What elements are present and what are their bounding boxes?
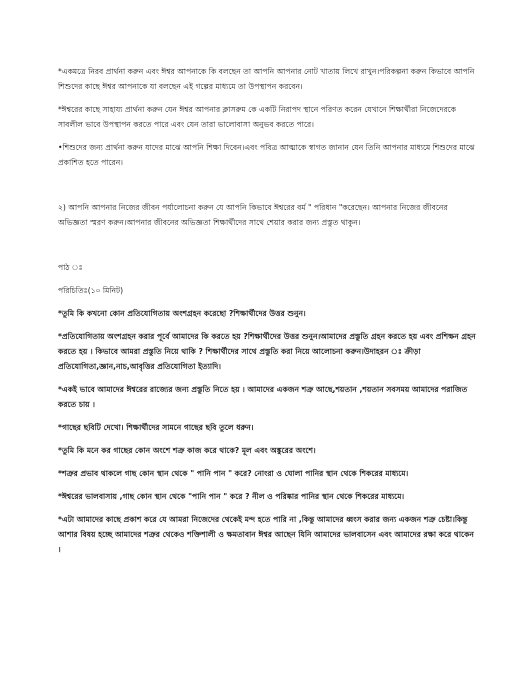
question-1: *তুমি কি কখনো কোন প্রতিযোগিতায় অংশগ্রহন করেছো ?শিক্ষার্থীদের উত্তর শুনুন। (58, 309, 306, 318)
question-god-water: *ঈশ্বরের ভালবাসায় ,গাছ কোন স্থান থেকে "পানি পান " করে ? নীল ও পরিষ্কার পানির স্থান থেকে শিকরের মাধ্যমে। (58, 492, 405, 501)
question-tree-part: *তুমি কি মনে কর গাছের কোন অংশে শত্রু কাজ করে থাকে? মূল এবং অঙ্কুরের অংশে। (58, 446, 316, 455)
lesson-heading: পাঠ ঃ (58, 263, 83, 272)
paragraph-4: ২) আপনি আপনার নিজের জীবন পর্যালোচনা করুন যে আপনি কিভাবে ঈশ্বরের বর্ম " পরিধান "করেছেন। আপনার নিজের জীবনের অভিজ্ঞতা স্মরণ করুন।আপনার জীবনের অভিজ্ঞতা শিক্ষার্থীদের সাথে শেয়ার করার জন্য প্রস্তুত থাকুন। (58, 203, 448, 227)
question-enemy-water: *শত্রুর প্রভাব থাকলে গাছ কোন স্থান থেকে " পানি পান " করে? নোংরা ও ঘোলা পানির স্থান থেকে শিকরের মাধ্যমে। (58, 469, 409, 478)
question-tree-picture: *গাছের ছবিটি দেখো। শিক্ষার্থীদের সামনে গাছের ছবি তুলে ধরুন। (58, 423, 254, 432)
intro-heading: পরিচিতিঃ(১০ মিনিট) (58, 286, 124, 295)
question-2: *প্রতিযোগিতায় অংশগ্রহন করার পূর্বে আমাদের কি করতে হয় ?শিক্ষার্থীদের উত্তর শুনুন।আমাদের প্রস্তুতি গ্রহন করতে হয় এবং প্রশিক্ষন গ্রহন করতে হয় । কিভাবে আমরা প্রস্তুতি নিয়ে থাকি ? শিক্ষার্থীদের সাথে প্রস্তুতি করা নিয়ে আলোচনা করুন।উদাহরন ঃ ক্রীড়া প্রতিযোগিতা,জ্ঞান,নাচ,আবৃত্তির প্রতিযোগিতা ইত্যাদি। (58, 332, 476, 371)
paragraph-2: *ঈশ্বরের কাছে সাহায্য প্রার্থনা করুন যেন ঈশ্বর আপনার ক্লাসরুম কে একটি নিরাপদ স্থানে পরিণত করেন যেখানে শিক্ষার্থীরা নিজেদেরকে সাবলীল ভাবে উপস্থাপন করতে পারে এবং যেন তারা ভালোবাসা অনুভব করতে পারে। (58, 105, 457, 129)
document-page (58, 64, 478, 557)
paragraph-3: •শিশুদের জন্য প্রার্থনা করুন যাদের মাঝে আপনি শিক্ষা দিবেন।এবং পবিত্র আত্মাকে স্বাগত জানান যেন তিনি আপনার মাধ্যমে শিশুদের মাঝে প্রকাশিত হতে পারেন। (58, 143, 475, 167)
conclusion: *এটা আমাদের কাছে প্রকাশ করে যে আমরা নিজেদের থেকেই মন্দ হতে পারি না ,কিন্তু আমাদের ধ্বংস করার জন্য একজন শত্রু চেষ্টা।কিন্তু আশার বিষয় হচ্ছে আমাদের শত্রুর থেকেও শক্তিশালী ও ক্ষমতাবান ঈশ্বর আছেন যিনি আমাদের ভালবাসেন এবং আমাদের রক্ষা করে থাকেন । (58, 515, 474, 554)
statement-enemy: *একই ভাবে আমাদের ঈশ্বরের রাজ্যের জন্য প্রস্তুতি নিতে হয় । আমাদের একজন শত্রু আছে,শয়তান ,শয়তান সবসময় আমাদের পরাজিত করতে চায় । (58, 385, 468, 409)
paragraph-1: *একমত্রে নিরব প্রার্থনা করুন এবং ঈশ্বর আপনাকে কি বলছেন তা আপনি আপনার নোট খাতায় লিখে রাখুন।পরিকল্পনা করুন কিভাবে আপনি শিশুদের কাছে ঈশ্বর আপনাকে যা বলছেন এই গল্পের মাধ্যমে তা উপস্থাপন করবেন। (58, 67, 475, 91)
